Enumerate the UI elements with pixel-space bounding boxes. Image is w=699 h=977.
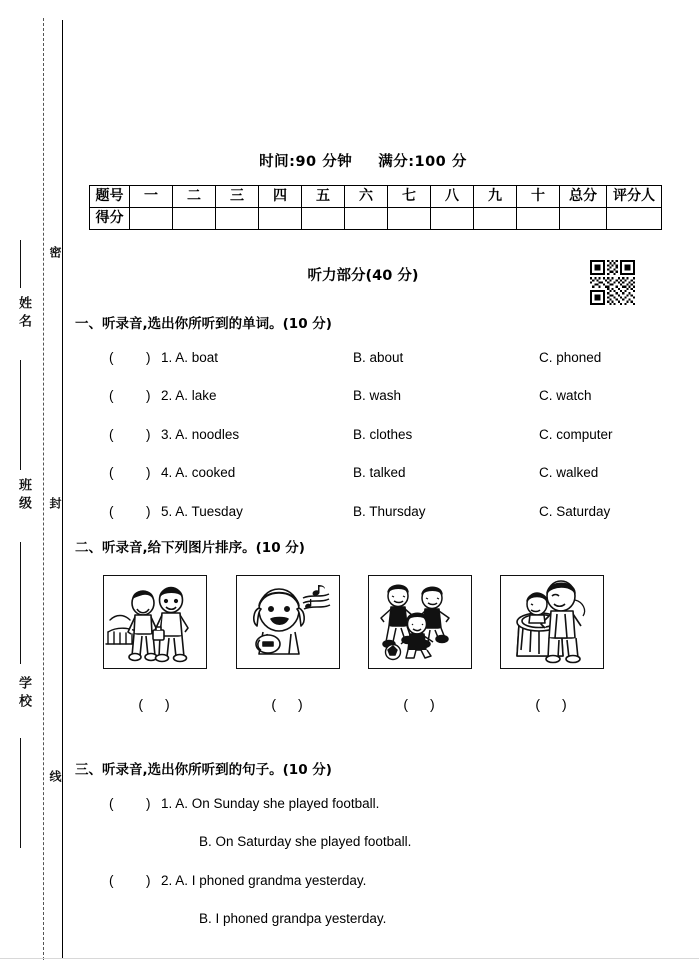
- score-cell-total[interactable]: [560, 208, 607, 230]
- margin-rule-3: [20, 542, 21, 664]
- option-a-1-5[interactable]: 5. A. Tuesday: [161, 504, 243, 519]
- score-col-3: 三: [216, 186, 259, 208]
- option-c-1-2[interactable]: C. watch: [539, 388, 592, 403]
- option-c-1-1[interactable]: C. phoned: [539, 350, 602, 365]
- option-b-1-3[interactable]: B. clothes: [353, 427, 413, 442]
- question-row-1-4: ( ) 4. A. cooked B. talked C. walked: [109, 465, 599, 480]
- score-cell-9[interactable]: [474, 208, 517, 230]
- option-b-1-2[interactable]: B. wash: [353, 388, 402, 403]
- margin-label-name: 姓名: [16, 296, 31, 332]
- score-col-4: 四: [259, 186, 302, 208]
- score-table-value-row: [90, 208, 662, 230]
- question-row-3-2: ( ) 2. A. I phoned grandma yesterday.: [109, 873, 367, 888]
- score-table-header-row: [90, 186, 662, 208]
- picture-row: [103, 575, 643, 671]
- score-cell-8[interactable]: [431, 208, 474, 230]
- section-2-heading: 二、听录音,给下列图片排序。(10 分): [75, 540, 305, 556]
- score-table: [89, 185, 662, 230]
- part-title: 听力部分(40 分): [307, 268, 419, 284]
- seal-char-mi: 密: [48, 246, 62, 263]
- question-row-3-1-b: [63, 834, 663, 856]
- score-cell-10[interactable]: [517, 208, 560, 230]
- question-row-1-1: ( ) 1. A. boat B. about C. phoned: [109, 350, 602, 365]
- section-1-heading: 一、听录音,选出你所听到的单词。(10 分): [75, 316, 332, 332]
- option-a-1-4[interactable]: 4. A. cooked: [161, 465, 236, 480]
- exam-meta-line: [63, 150, 663, 171]
- score-cell-6[interactable]: [345, 208, 388, 230]
- option-b-1-5[interactable]: B. Thursday: [353, 504, 426, 519]
- picture-two-people-walking: [103, 575, 207, 669]
- page-dotted-seal-line: [43, 18, 44, 960]
- section-3-heading: 三、听录音,选出你所听到的句子。(10 分): [75, 762, 332, 778]
- margin-rule-4: [20, 738, 21, 848]
- question-row-1-2: ( ) 2. A. lake B. wash C. watch: [109, 388, 592, 403]
- margin-rule-1: [20, 240, 21, 288]
- score-col-7: 七: [388, 186, 431, 208]
- score-cell-4[interactable]: [259, 208, 302, 230]
- option-a-1-2[interactable]: 2. A. lake: [161, 388, 217, 403]
- score-col-rater: 评分人: [607, 186, 662, 208]
- score-cell-rater[interactable]: [607, 208, 662, 230]
- question-row-3-1: ( ) 1. A. On Sunday she played football.: [109, 796, 380, 811]
- option-c-1-4[interactable]: C. walked: [539, 465, 599, 480]
- score-cell-7[interactable]: [388, 208, 431, 230]
- question-row-3-2-b: [63, 911, 663, 933]
- picture-answer-bracket-4[interactable]: ( ): [535, 696, 567, 712]
- score-col-total: 总分: [560, 186, 607, 208]
- score-col-8: 八: [431, 186, 474, 208]
- margin-rule-2: [20, 360, 21, 470]
- picture-answer-bracket-3[interactable]: ( ): [403, 696, 435, 712]
- picture-washing-machine: [500, 575, 604, 669]
- score-col-1: 一: [130, 186, 173, 208]
- qr-code[interactable]: [590, 260, 635, 305]
- option-b-1-4[interactable]: B. talked: [353, 465, 406, 480]
- score-col-10: 十: [517, 186, 560, 208]
- exam-time-label: 时间:90 分钟: [259, 154, 353, 170]
- option-b-1-1[interactable]: B. about: [353, 350, 404, 365]
- score-table-row-label-score: 得分: [90, 208, 130, 230]
- score-table-row-label-number: 题号: [90, 186, 130, 208]
- option-a-1-3[interactable]: 3. A. noodles: [161, 427, 240, 442]
- option-c-1-5[interactable]: C. Saturday: [539, 504, 611, 519]
- score-cell-1[interactable]: [130, 208, 173, 230]
- option-b-3-1[interactable]: B. On Saturday she played football.: [199, 834, 412, 849]
- score-cell-3[interactable]: [216, 208, 259, 230]
- score-cell-5[interactable]: [302, 208, 345, 230]
- option-a-1-1[interactable]: 1. A. boat: [161, 350, 219, 365]
- score-col-9: 九: [474, 186, 517, 208]
- picture-answer-bracket-2[interactable]: ( ): [271, 696, 303, 712]
- option-a-3-1[interactable]: 1. A. On Sunday she played football.: [161, 796, 380, 811]
- option-c-1-3[interactable]: C. computer: [539, 427, 613, 442]
- page-border-bottom: [0, 958, 699, 959]
- score-cell-2[interactable]: [173, 208, 216, 230]
- picture-answer-row: [103, 696, 643, 718]
- seal-char-feng: 封: [48, 497, 62, 514]
- exam-total-label: 满分:100 分: [378, 154, 467, 170]
- picture-answer-bracket-1[interactable]: ( ): [138, 696, 170, 712]
- option-a-3-2[interactable]: 2. A. I phoned grandma yesterday.: [161, 873, 367, 888]
- margin-label-school: 学校: [16, 676, 31, 712]
- option-b-3-2[interactable]: B. I phoned grandpa yesterday.: [199, 911, 387, 926]
- score-col-5: 五: [302, 186, 345, 208]
- picture-girl-singing: [236, 575, 340, 669]
- exam-content: [63, 20, 699, 958]
- question-row-1-5: ( ) 5. A. Tuesday B. Thursday C. Saturday: [109, 504, 611, 519]
- question-row-1-3: ( ) 3. A. noodles B. clothes C. computer: [109, 427, 613, 442]
- seal-char-xian: 线: [48, 770, 62, 787]
- score-col-6: 六: [345, 186, 388, 208]
- picture-children-football: [368, 575, 472, 669]
- score-col-2: 二: [173, 186, 216, 208]
- margin-label-class: 班级: [16, 478, 31, 514]
